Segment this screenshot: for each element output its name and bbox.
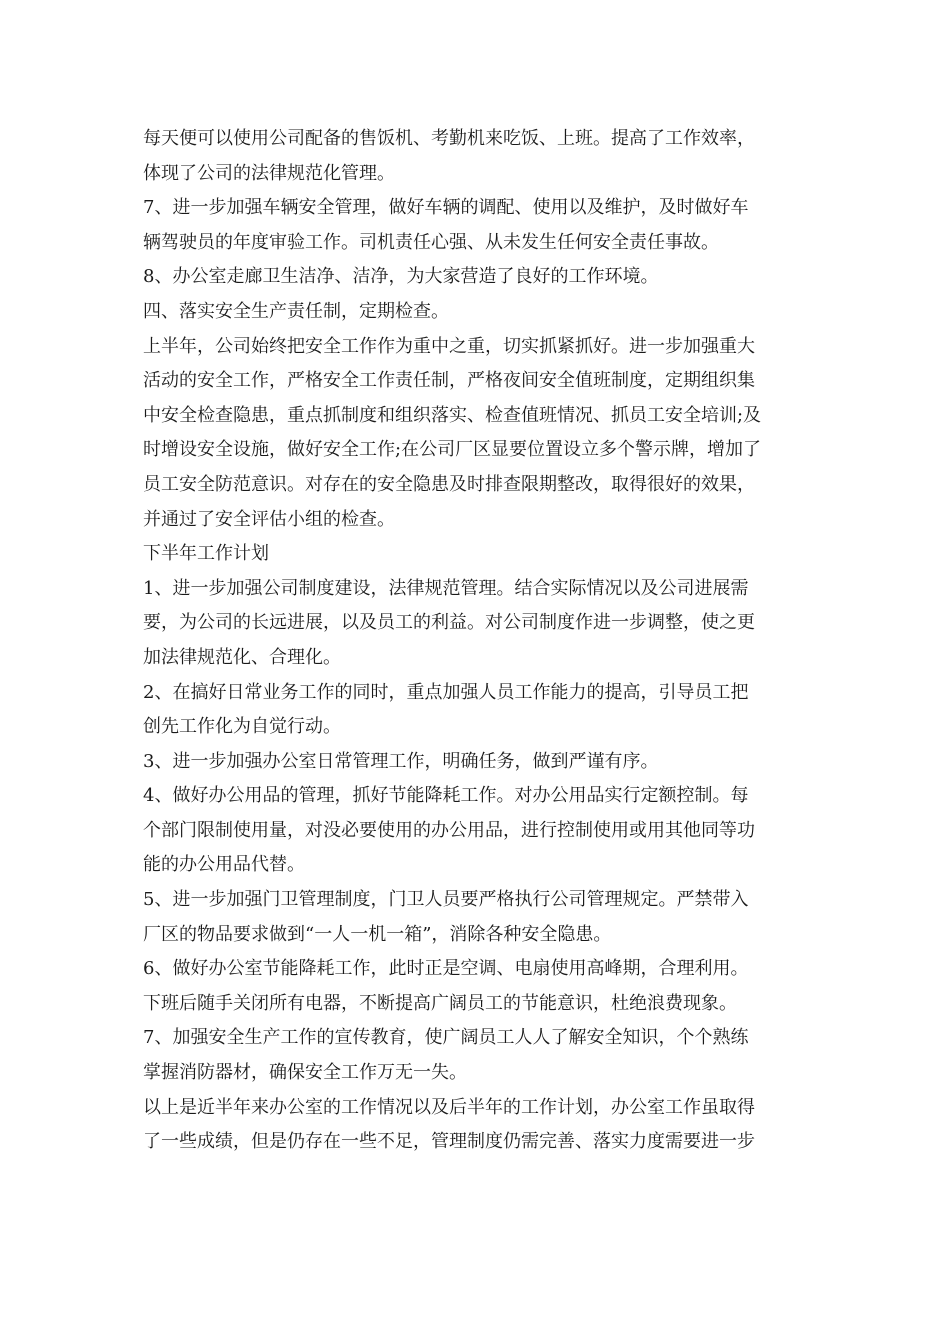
document-body bbox=[143, 122, 813, 1160]
text-line: 加法律规范化、合理化。 bbox=[143, 646, 341, 668]
text-line: 并通过了安全评估小组的检查。 bbox=[143, 508, 395, 530]
text-line: 要，为公司的长远进展，以及员工的利益。对公司制度作进一步调整，使之更 bbox=[143, 612, 755, 634]
text-line: 1、进一步加强公司制度建设，法律规范管理。结合实际情况以及公司进展需 bbox=[143, 577, 749, 599]
text-line: 体现了公司的法律规范化管理。 bbox=[143, 162, 395, 184]
text-line: 下班后随手关闭所有电器，不断提高广阔员工的节能意识，杜绝浪费现象。 bbox=[143, 992, 737, 1014]
text-line: 厂区的物品要求做到“一人一机一箱”，消除各种安全隐患。 bbox=[143, 923, 612, 945]
text-line: 2、在搞好日常业务工作的同时，重点加强人员工作能力的提高，引导员工把 bbox=[143, 681, 749, 703]
text-line: 5、进一步加强门卫管理制度，门卫人员要严格执行公司管理规定。严禁带入 bbox=[143, 889, 749, 911]
text-line: 7、加强安全生产工作的宣传教育，使广阔员工人人了解安全知识，个个熟练 bbox=[143, 1027, 749, 1049]
text-line: 8、办公室走廊卫生洁净、洁净，为大家营造了良好的工作环境。 bbox=[143, 266, 659, 288]
text-line: 四、落实安全生产责任制，定期检查。 bbox=[143, 300, 449, 322]
text-line: 活动的安全工作，严格安全工作责任制，严格夜间安全值班制度，定期组织集 bbox=[143, 370, 755, 392]
text-line: 每天便可以使用公司配备的售饭机、考勤机来吃饭、上班。提高了工作效率， bbox=[143, 128, 755, 149]
text-line: 7、进一步加强车辆安全管理，做好车辆的调配、使用以及维护，及时做好车 bbox=[143, 197, 749, 219]
text-line: 3、进一步加强办公室日常管理工作，明确任务，做到严谨有序。 bbox=[143, 750, 659, 772]
text-line: 能的办公用品代替。 bbox=[143, 854, 305, 876]
text-line: 个部门限制使用量，对没必要使用的办公用品，进行控制使用或用其他同等功 bbox=[143, 819, 755, 841]
text-line: 6、做好办公室节能降耗工作，此时正是空调、电扇使用高峰期，合理利用。 bbox=[143, 958, 749, 980]
text-line: 下半年工作计划 bbox=[143, 543, 269, 565]
text-line: 中安全检查隐患，重点抓制度和组织落实、检查值班情况、抓员工安全培训;及 bbox=[143, 404, 762, 426]
text-line: 上半年，公司始终把安全工作作为重中之重，切实抓紧抓好。进一步加强重大 bbox=[143, 335, 755, 357]
text-line: 员工安全防范意识。对存在的安全隐患及时排查限期整改，取得很好的效果， bbox=[143, 473, 755, 495]
text-line: 了一些成绩，但是仍存在一些不足，管理制度仍需完善、落实力度需要进一步 bbox=[143, 1131, 755, 1153]
text-line: 掌握消防器材，确保安全工作万无一失。 bbox=[143, 1062, 467, 1084]
text-line: 以上是近半年来办公室的工作情况以及后半年的工作计划，办公室工作虽取得 bbox=[143, 1096, 755, 1118]
text-line: 时增设安全设施，做好安全工作;在公司厂区显要位置设立多个警示牌，增加了 bbox=[143, 439, 762, 461]
text-line: 4、做好办公用品的管理，抓好节能降耗工作。对办公用品实行定额控制。每 bbox=[143, 785, 749, 807]
text-line: 辆驾驶员的年度审验工作。司机责任心强、从未发生任何安全责任事故。 bbox=[143, 231, 719, 253]
text-line: 创先工作化为自觉行动。 bbox=[143, 716, 341, 738]
